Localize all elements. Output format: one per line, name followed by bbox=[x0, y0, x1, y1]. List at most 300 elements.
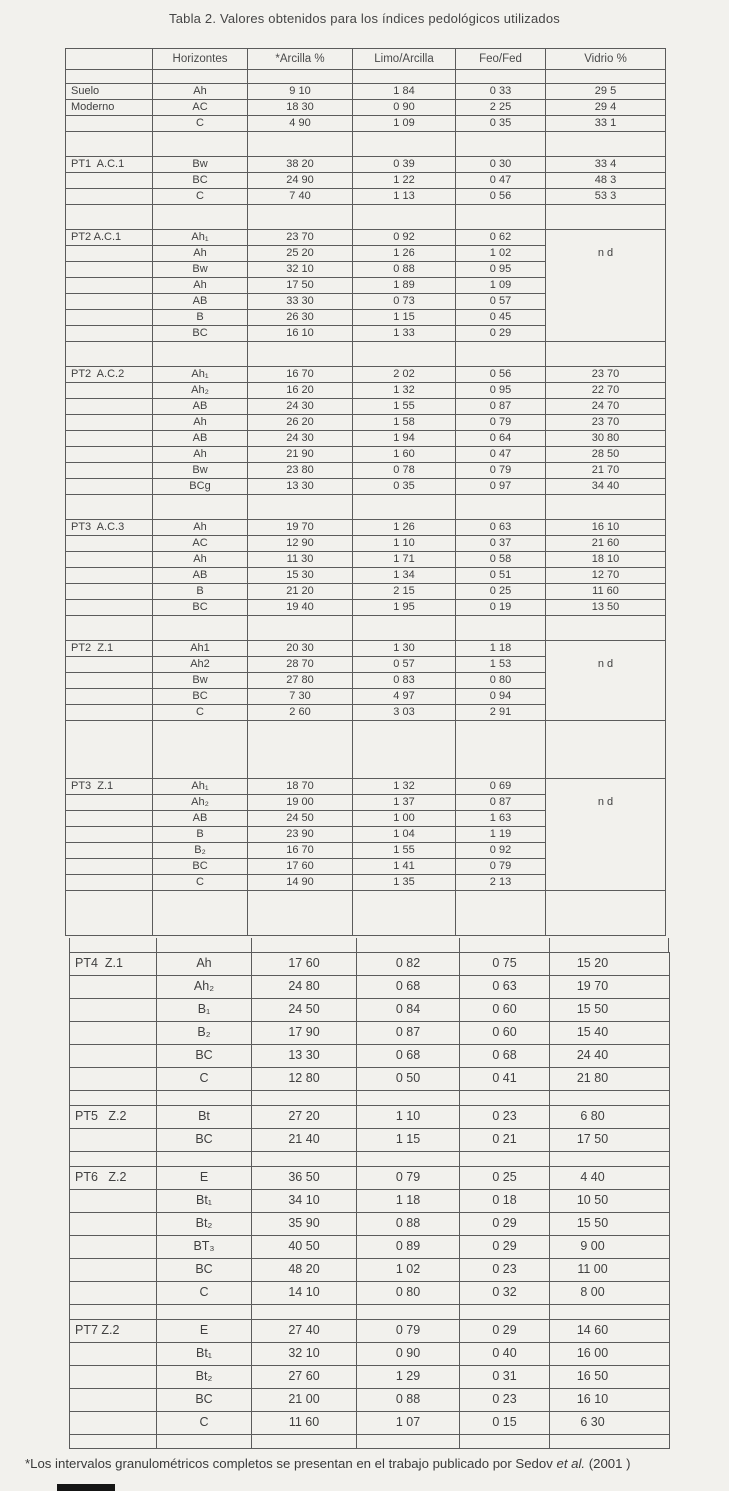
limo-arcilla-cell: 1 55 bbox=[353, 399, 456, 415]
spacer-row bbox=[66, 342, 666, 367]
arcilla-cell: 21 00 bbox=[252, 1389, 357, 1412]
limo-arcilla-cell: 4 97 bbox=[353, 689, 456, 705]
row-label-cell bbox=[66, 811, 153, 827]
empty-cell bbox=[353, 132, 456, 157]
horizonte-cell: BCg bbox=[153, 479, 248, 495]
arcilla-cell: 26 30 bbox=[248, 310, 353, 326]
vidrio-cell: 23 70 bbox=[546, 367, 666, 383]
row-label-cell bbox=[66, 262, 153, 278]
vidrio-cell: 10 50 bbox=[550, 1190, 670, 1213]
arcilla-cell: 19 40 bbox=[248, 600, 353, 616]
horizonte-cell: Bt bbox=[157, 1106, 252, 1129]
vidrio-cell: 6 30 bbox=[550, 1412, 670, 1435]
empty-cell bbox=[353, 205, 456, 230]
horizonte-cell: Bw bbox=[153, 463, 248, 479]
empty-cell bbox=[456, 891, 546, 936]
table-row bbox=[66, 552, 666, 568]
feo-fed-cell: 0 23 bbox=[460, 1389, 550, 1412]
horizonte-cell: Ah₁ bbox=[153, 779, 248, 795]
table-row bbox=[66, 173, 666, 189]
empty-cell bbox=[550, 1152, 670, 1167]
empty-cell bbox=[66, 721, 153, 779]
arcilla-cell: 17 60 bbox=[248, 859, 353, 875]
feo-fed-cell: 0 79 bbox=[456, 415, 546, 431]
empty-cell bbox=[546, 70, 666, 84]
row-label-cell bbox=[66, 673, 153, 689]
row-label-cell: Suelo bbox=[66, 84, 153, 100]
horizonte-cell: E bbox=[157, 1167, 252, 1190]
row-label-cell bbox=[66, 875, 153, 891]
horizonte-cell: Ah bbox=[153, 415, 248, 431]
empty-cell bbox=[550, 1091, 670, 1106]
page-seam bbox=[0, 935, 729, 952]
horizonte-cell: Ah2 bbox=[153, 657, 248, 673]
vidrio-cell-merged: n d bbox=[546, 779, 666, 891]
empty-cell bbox=[248, 721, 353, 779]
row-label-cell bbox=[70, 1129, 157, 1152]
limo-arcilla-cell: 0 90 bbox=[353, 100, 456, 116]
vidrio-cell-merged: n d bbox=[546, 641, 666, 721]
arcilla-cell: 7 30 bbox=[248, 689, 353, 705]
feo-fed-cell: 0 56 bbox=[456, 367, 546, 383]
limo-arcilla-cell: 1 07 bbox=[357, 1412, 460, 1435]
row-label-cell bbox=[70, 1213, 157, 1236]
limo-arcilla-cell: 0 88 bbox=[357, 1213, 460, 1236]
arcilla-cell: 16 70 bbox=[248, 367, 353, 383]
limo-arcilla-cell: 1 10 bbox=[353, 536, 456, 552]
vidrio-cell: 16 10 bbox=[546, 520, 666, 536]
feo-fed-cell: 0 63 bbox=[460, 976, 550, 999]
limo-arcilla-cell: 1 04 bbox=[353, 827, 456, 843]
empty-cell bbox=[157, 1152, 252, 1167]
feo-fed-cell: 0 63 bbox=[456, 520, 546, 536]
empty-cell bbox=[252, 1305, 357, 1320]
horizonte-cell: Bt₂ bbox=[157, 1213, 252, 1236]
empty-cell bbox=[157, 1091, 252, 1106]
horizonte-cell: Ah₂ bbox=[153, 795, 248, 811]
limo-arcilla-cell: 0 57 bbox=[353, 657, 456, 673]
empty-cell bbox=[550, 1305, 670, 1320]
arcilla-cell: 27 40 bbox=[252, 1320, 357, 1343]
vidrio-cell: 9 00 bbox=[550, 1236, 670, 1259]
empty-cell bbox=[153, 721, 248, 779]
table-row bbox=[66, 568, 666, 584]
table-body-part1 bbox=[66, 70, 666, 936]
vidrio-cell: 33 1 bbox=[546, 116, 666, 132]
arcilla-cell: 19 00 bbox=[248, 795, 353, 811]
row-label-cell: PT2 A.C.1 bbox=[66, 230, 153, 246]
empty-cell bbox=[353, 70, 456, 84]
table-row bbox=[66, 116, 666, 132]
arcilla-cell: 13 30 bbox=[252, 1045, 357, 1068]
feo-fed-cell: 1 19 bbox=[456, 827, 546, 843]
row-label-cell bbox=[66, 278, 153, 294]
table-row bbox=[70, 999, 670, 1022]
empty-cell bbox=[456, 721, 546, 779]
table-row bbox=[66, 600, 666, 616]
empty-cell bbox=[546, 891, 666, 936]
empty-cell bbox=[357, 1305, 460, 1320]
feo-fed-cell: 0 23 bbox=[460, 1106, 550, 1129]
vidrio-cell-merged: n d bbox=[546, 230, 666, 342]
feo-fed-cell: 0 35 bbox=[456, 116, 546, 132]
vidrio-cell: 12 70 bbox=[546, 568, 666, 584]
table-edge-fragment bbox=[251, 938, 252, 952]
horizonte-cell: C bbox=[157, 1282, 252, 1305]
horizonte-cell: Bt₁ bbox=[157, 1343, 252, 1366]
feo-fed-cell: 0 95 bbox=[456, 383, 546, 399]
row-label-cell bbox=[66, 705, 153, 721]
arcilla-cell: 33 30 bbox=[248, 294, 353, 310]
horizonte-cell: C bbox=[153, 189, 248, 205]
horizonte-cell: BC bbox=[153, 859, 248, 875]
horizonte-cell: AB bbox=[153, 811, 248, 827]
arcilla-cell: 23 80 bbox=[248, 463, 353, 479]
arcilla-cell: 24 30 bbox=[248, 431, 353, 447]
row-label-cell bbox=[66, 326, 153, 342]
limo-arcilla-cell: 0 87 bbox=[357, 1022, 460, 1045]
vidrio-cell: 4 40 bbox=[550, 1167, 670, 1190]
limo-arcilla-cell: 1 37 bbox=[353, 795, 456, 811]
row-label-cell: PT5 Z.2 bbox=[70, 1106, 157, 1129]
vidrio-cell: 24 70 bbox=[546, 399, 666, 415]
empty-cell bbox=[248, 132, 353, 157]
limo-arcilla-cell: 1 18 bbox=[357, 1190, 460, 1213]
horizonte-cell: Ah₂ bbox=[157, 976, 252, 999]
table-row bbox=[66, 463, 666, 479]
limo-arcilla-cell: 1 58 bbox=[353, 415, 456, 431]
feo-fed-cell: 0 30 bbox=[456, 157, 546, 173]
table-row bbox=[66, 383, 666, 399]
arcilla-cell: 24 50 bbox=[248, 811, 353, 827]
limo-arcilla-cell: 1 33 bbox=[353, 326, 456, 342]
row-label-cell bbox=[66, 843, 153, 859]
row-label-cell: Moderno bbox=[66, 100, 153, 116]
horizonte-cell: BC bbox=[153, 173, 248, 189]
table-row bbox=[70, 953, 670, 976]
row-label-cell bbox=[66, 310, 153, 326]
spacer-row bbox=[70, 1152, 670, 1167]
feo-fed-cell: 1 63 bbox=[456, 811, 546, 827]
table-row bbox=[66, 779, 666, 795]
empty-cell bbox=[456, 132, 546, 157]
vidrio-cell: 15 40 bbox=[550, 1022, 670, 1045]
feo-fed-cell: 0 29 bbox=[456, 326, 546, 342]
feo-fed-cell: 0 33 bbox=[456, 84, 546, 100]
table-row bbox=[66, 189, 666, 205]
feo-fed-cell: 0 87 bbox=[456, 795, 546, 811]
row-label-cell bbox=[66, 189, 153, 205]
empty-cell bbox=[153, 342, 248, 367]
horizonte-cell: AB bbox=[153, 294, 248, 310]
feo-fed-cell: 0 69 bbox=[456, 779, 546, 795]
row-label-cell: PT2 Z.1 bbox=[66, 641, 153, 657]
feo-fed-cell: 0 45 bbox=[456, 310, 546, 326]
horizonte-cell: BC bbox=[153, 689, 248, 705]
feo-fed-cell: 0 92 bbox=[456, 843, 546, 859]
table-edge-fragment bbox=[668, 938, 669, 952]
empty-cell bbox=[157, 1435, 252, 1449]
row-label-cell bbox=[66, 568, 153, 584]
feo-fed-cell: 0 94 bbox=[456, 689, 546, 705]
arcilla-cell: 40 50 bbox=[252, 1236, 357, 1259]
limo-arcilla-cell: 1 32 bbox=[353, 779, 456, 795]
vidrio-cell: 21 80 bbox=[550, 1068, 670, 1091]
empty-cell bbox=[248, 891, 353, 936]
horizonte-cell: B₂ bbox=[153, 843, 248, 859]
scan-artifact bbox=[57, 1484, 115, 1491]
spacer-row bbox=[70, 1305, 670, 1320]
horizonte-cell: B bbox=[153, 827, 248, 843]
vidrio-cell: 6 80 bbox=[550, 1106, 670, 1129]
horizonte-cell: Bw bbox=[153, 673, 248, 689]
empty-cell bbox=[546, 721, 666, 779]
empty-cell bbox=[252, 1152, 357, 1167]
arcilla-cell: 17 50 bbox=[248, 278, 353, 294]
empty-cell bbox=[66, 205, 153, 230]
arcilla-cell: 21 40 bbox=[252, 1129, 357, 1152]
arcilla-cell: 12 90 bbox=[248, 536, 353, 552]
limo-arcilla-cell: 0 82 bbox=[357, 953, 460, 976]
row-label-cell bbox=[70, 1412, 157, 1435]
feo-fed-cell: 0 29 bbox=[460, 1320, 550, 1343]
limo-arcilla-cell: 1 00 bbox=[353, 811, 456, 827]
row-label-cell bbox=[70, 1022, 157, 1045]
horizonte-cell: BC bbox=[157, 1389, 252, 1412]
table-row bbox=[70, 976, 670, 999]
table-row bbox=[70, 1190, 670, 1213]
row-label-cell bbox=[70, 1236, 157, 1259]
row-label-cell bbox=[70, 1190, 157, 1213]
empty-cell bbox=[546, 205, 666, 230]
vidrio-cell: 15 50 bbox=[550, 999, 670, 1022]
feo-fed-cell: 0 60 bbox=[460, 1022, 550, 1045]
table-row bbox=[70, 1343, 670, 1366]
empty-cell bbox=[66, 342, 153, 367]
table-body-part2 bbox=[70, 953, 670, 1449]
table-row bbox=[70, 1320, 670, 1343]
arcilla-cell: 34 10 bbox=[252, 1190, 357, 1213]
arcilla-cell: 32 10 bbox=[248, 262, 353, 278]
horizonte-cell: AB bbox=[153, 431, 248, 447]
horizonte-cell: BC bbox=[157, 1045, 252, 1068]
limo-arcilla-cell: 1 94 bbox=[353, 431, 456, 447]
limo-arcilla-cell: 1 35 bbox=[353, 875, 456, 891]
table-row bbox=[70, 1022, 670, 1045]
row-label-cell: PT3 A.C.3 bbox=[66, 520, 153, 536]
horizonte-cell: BC bbox=[157, 1259, 252, 1282]
empty-cell bbox=[546, 342, 666, 367]
arcilla-cell: 2 60 bbox=[248, 705, 353, 721]
arcilla-cell: 13 30 bbox=[248, 479, 353, 495]
footnote-etal: et al. bbox=[556, 1456, 586, 1471]
horizonte-cell: Ah₂ bbox=[153, 383, 248, 399]
feo-fed-cell: 0 47 bbox=[456, 447, 546, 463]
table-row bbox=[70, 1366, 670, 1389]
empty-cell bbox=[153, 70, 248, 84]
row-label-cell bbox=[70, 1366, 157, 1389]
table-row bbox=[70, 1389, 670, 1412]
arcilla-cell: 27 80 bbox=[248, 673, 353, 689]
arcilla-cell: 24 90 bbox=[248, 173, 353, 189]
column-header: *Arcilla % bbox=[248, 49, 353, 70]
row-label-cell bbox=[66, 294, 153, 310]
vidrio-cell: 11 00 bbox=[550, 1259, 670, 1282]
feo-fed-cell: 0 23 bbox=[460, 1259, 550, 1282]
vidrio-cell: 30 80 bbox=[546, 431, 666, 447]
limo-arcilla-cell: 1 60 bbox=[353, 447, 456, 463]
feo-fed-cell: 0 37 bbox=[456, 536, 546, 552]
arcilla-cell: 21 90 bbox=[248, 447, 353, 463]
table-row bbox=[66, 641, 666, 657]
empty-cell bbox=[153, 616, 248, 641]
empty-cell bbox=[66, 132, 153, 157]
spacer-row bbox=[66, 616, 666, 641]
row-label-cell: PT4 Z.1 bbox=[70, 953, 157, 976]
arcilla-cell: 16 70 bbox=[248, 843, 353, 859]
table-row bbox=[66, 84, 666, 100]
row-label-cell bbox=[70, 999, 157, 1022]
arcilla-cell: 23 70 bbox=[248, 230, 353, 246]
footnote-year: (2001 ) bbox=[585, 1456, 631, 1471]
vidrio-cell: 22 70 bbox=[546, 383, 666, 399]
empty-cell bbox=[353, 495, 456, 520]
feo-fed-cell: 0 64 bbox=[456, 431, 546, 447]
empty-cell bbox=[153, 495, 248, 520]
arcilla-cell: 38 20 bbox=[248, 157, 353, 173]
row-label-cell bbox=[66, 584, 153, 600]
limo-arcilla-cell: 1 13 bbox=[353, 189, 456, 205]
limo-arcilla-cell: 2 02 bbox=[353, 367, 456, 383]
feo-fed-cell: 0 56 bbox=[456, 189, 546, 205]
feo-fed-cell: 0 31 bbox=[460, 1366, 550, 1389]
table-row bbox=[70, 1106, 670, 1129]
arcilla-cell: 27 20 bbox=[252, 1106, 357, 1129]
feo-fed-cell: 0 47 bbox=[456, 173, 546, 189]
limo-arcilla-cell: 0 35 bbox=[353, 479, 456, 495]
horizonte-cell: BC bbox=[157, 1129, 252, 1152]
limo-arcilla-cell: 1 22 bbox=[353, 173, 456, 189]
table-edge-fragment bbox=[459, 938, 460, 952]
horizonte-cell: BT₃ bbox=[157, 1236, 252, 1259]
empty-cell bbox=[456, 495, 546, 520]
vidrio-cell: 8 00 bbox=[550, 1282, 670, 1305]
feo-fed-cell: 0 41 bbox=[460, 1068, 550, 1091]
arcilla-cell: 12 80 bbox=[252, 1068, 357, 1091]
empty-cell bbox=[357, 1435, 460, 1449]
limo-arcilla-cell: 0 50 bbox=[357, 1068, 460, 1091]
spacer-row bbox=[66, 721, 666, 779]
empty-cell bbox=[353, 342, 456, 367]
empty-cell bbox=[460, 1435, 550, 1449]
row-label-cell bbox=[66, 600, 153, 616]
limo-arcilla-cell: 1 34 bbox=[353, 568, 456, 584]
limo-arcilla-cell: 0 84 bbox=[357, 999, 460, 1022]
limo-arcilla-cell: 0 88 bbox=[353, 262, 456, 278]
vidrio-cell: 16 10 bbox=[550, 1389, 670, 1412]
arcilla-cell: 48 20 bbox=[252, 1259, 357, 1282]
empty-cell bbox=[248, 616, 353, 641]
horizonte-cell: Ah bbox=[153, 552, 248, 568]
row-label-cell bbox=[70, 1045, 157, 1068]
empty-cell bbox=[153, 205, 248, 230]
feo-fed-cell: 0 19 bbox=[456, 600, 546, 616]
feo-fed-cell: 0 18 bbox=[460, 1190, 550, 1213]
empty-cell bbox=[70, 1091, 157, 1106]
table-row bbox=[66, 230, 666, 246]
horizonte-cell: C bbox=[153, 705, 248, 721]
vidrio-cell: 21 70 bbox=[546, 463, 666, 479]
feo-fed-cell: 0 51 bbox=[456, 568, 546, 584]
table-title: Tabla 2. Valores obtenidos para los índices pedológicos utilizados bbox=[169, 11, 560, 26]
horizonte-cell: B bbox=[153, 584, 248, 600]
horizonte-cell: Ah bbox=[153, 447, 248, 463]
horizonte-cell: E bbox=[157, 1320, 252, 1343]
vidrio-cell: 17 50 bbox=[550, 1129, 670, 1152]
empty-cell bbox=[66, 616, 153, 641]
horizonte-cell: Ah1 bbox=[153, 641, 248, 657]
table-row bbox=[66, 536, 666, 552]
empty-cell bbox=[248, 70, 353, 84]
row-label-cell: PT1 A.C.1 bbox=[66, 157, 153, 173]
vidrio-cell: 15 20 bbox=[550, 953, 670, 976]
empty-cell bbox=[546, 616, 666, 641]
horizonte-cell: Bw bbox=[153, 262, 248, 278]
arcilla-cell: 21 20 bbox=[248, 584, 353, 600]
horizonte-cell: Ah bbox=[153, 520, 248, 536]
table-edge-fragment bbox=[356, 938, 357, 952]
empty-cell bbox=[460, 1305, 550, 1320]
empty-cell bbox=[550, 1435, 670, 1449]
row-label-cell bbox=[66, 479, 153, 495]
limo-arcilla-cell: 1 95 bbox=[353, 600, 456, 616]
horizonte-cell: AC bbox=[153, 536, 248, 552]
horizonte-cell: Ah bbox=[153, 246, 248, 262]
horizonte-cell: Bt₁ bbox=[157, 1190, 252, 1213]
limo-arcilla-cell: 0 78 bbox=[353, 463, 456, 479]
vidrio-cell: 33 4 bbox=[546, 157, 666, 173]
table-row bbox=[70, 1129, 670, 1152]
vidrio-cell: 48 3 bbox=[546, 173, 666, 189]
vidrio-cell: 34 40 bbox=[546, 479, 666, 495]
empty-cell bbox=[157, 1305, 252, 1320]
empty-cell bbox=[353, 721, 456, 779]
empty-cell bbox=[546, 132, 666, 157]
limo-arcilla-cell: 1 02 bbox=[357, 1259, 460, 1282]
column-header: Limo/Arcilla bbox=[353, 49, 456, 70]
row-label-cell bbox=[66, 657, 153, 673]
feo-fed-cell: 0 29 bbox=[460, 1236, 550, 1259]
arcilla-cell: 14 10 bbox=[252, 1282, 357, 1305]
feo-fed-cell: 0 75 bbox=[460, 953, 550, 976]
feo-fed-cell: 0 60 bbox=[460, 999, 550, 1022]
table-row bbox=[70, 1236, 670, 1259]
footnote bbox=[25, 1456, 725, 1471]
feo-fed-cell: 1 53 bbox=[456, 657, 546, 673]
row-label-cell bbox=[66, 246, 153, 262]
arcilla-cell: 7 40 bbox=[248, 189, 353, 205]
row-label-cell bbox=[70, 1282, 157, 1305]
limo-arcilla-cell: 1 32 bbox=[353, 383, 456, 399]
spacer-row bbox=[66, 205, 666, 230]
horizonte-cell: C bbox=[153, 875, 248, 891]
feo-fed-cell: 0 68 bbox=[460, 1045, 550, 1068]
arcilla-cell: 11 60 bbox=[252, 1412, 357, 1435]
empty-cell bbox=[66, 70, 153, 84]
spacer-row bbox=[66, 70, 666, 84]
feo-fed-cell: 0 25 bbox=[456, 584, 546, 600]
limo-arcilla-cell: 0 68 bbox=[357, 1045, 460, 1068]
